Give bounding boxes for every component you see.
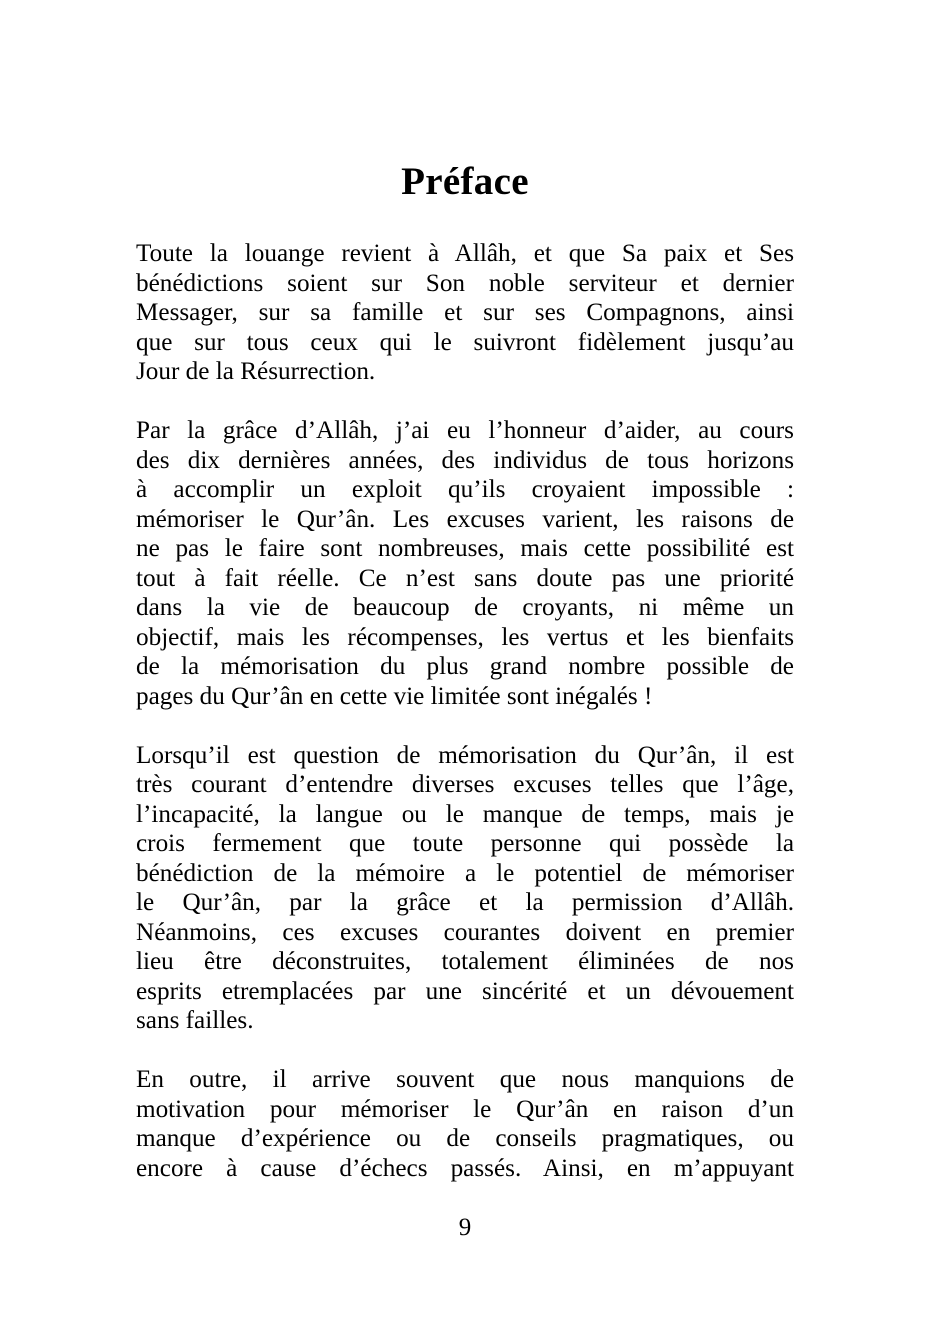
text-line: Toute la louange revient à Allâh, et que Sa paix et Ses (136, 240, 794, 267)
text-line: lieu être déconstruites, totalement éliminées de nos (136, 948, 794, 975)
text-line: pages du Qur’ân en cette vie limitée sont inégalés ! (136, 682, 653, 710)
text-line: Lorsqu’il est question de mémorisation du Qur’ân, il est (136, 741, 794, 769)
paragraph-3 (136, 741, 794, 1036)
text-line: ne pas le faire sont nombreuses, mais cette possibilité est (136, 535, 794, 562)
text-line: crois fermement que toute personne qui possède la (136, 830, 794, 857)
paragraph-1 (136, 239, 794, 387)
text-line: encore à cause d’échecs passés. Ainsi, en m’appuyant (136, 1154, 794, 1182)
text-line: très courant d’entendre diverses excuses telles que l’âge, (136, 771, 794, 798)
text-line: à accomplir un exploit qu’ils croyaient impossible : (136, 476, 794, 503)
text-line: bénédiction de la mémoire a le potentiel de mémoriser (136, 859, 794, 887)
text-line: motivation pour mémoriser le Qur’ân en raison d’un (136, 1095, 794, 1123)
text-line: sans failles. (136, 1007, 254, 1034)
text-line: des dix dernières années, des individus de tous horizons (136, 446, 794, 474)
text-line: dans la vie de beaucoup de croyants, ni même un (136, 594, 794, 621)
paragraph-4 (136, 1065, 794, 1183)
text-line: Jour de la Résurrection. (136, 358, 376, 385)
text-line: mémoriser le Qur’ân. Les excuses varient, les raisons de (136, 505, 794, 533)
text-line: le Qur’ân, par la grâce et la permission d’Allâh. (136, 889, 794, 916)
text-line: de la mémorisation du plus grand nombre possible de (136, 653, 794, 680)
text-line: Néanmoins, ces excuses courantes doivent en premier (136, 918, 794, 946)
text-line: Messager, sur sa famille et sur ses Compagnons, ainsi (136, 299, 794, 326)
text-line: l’incapacité, la langue ou le manque de temps, mais je (136, 800, 794, 828)
text-line: que sur tous ceux qui le suivront fidèlement jusqu’au (136, 328, 794, 356)
page-number: 9 (458, 1214, 472, 1241)
paragraph-2 (136, 416, 794, 711)
text-line: esprits etremplacées par une sincérité et un dévouement (136, 977, 794, 1005)
text-line: objectif, mais les récompenses, les vertus et les bienfaits (136, 623, 794, 651)
page-title: Préface (401, 160, 529, 204)
text-line: Par la grâce d’Allâh, j’ai eu l’honneur d’aider, au cours (136, 417, 794, 444)
text-line: En outre, il arrive souvent que nous manquions de (136, 1066, 794, 1093)
body-text (136, 239, 794, 1213)
text-line: tout à fait réelle. Ce n’est sans doute pas une priorité (136, 564, 794, 592)
text-line: manque d’expérience ou de conseils pragmatiques, ou (136, 1125, 794, 1152)
text-line: bénédictions soient sur Son noble serviteur et dernier (136, 269, 794, 297)
